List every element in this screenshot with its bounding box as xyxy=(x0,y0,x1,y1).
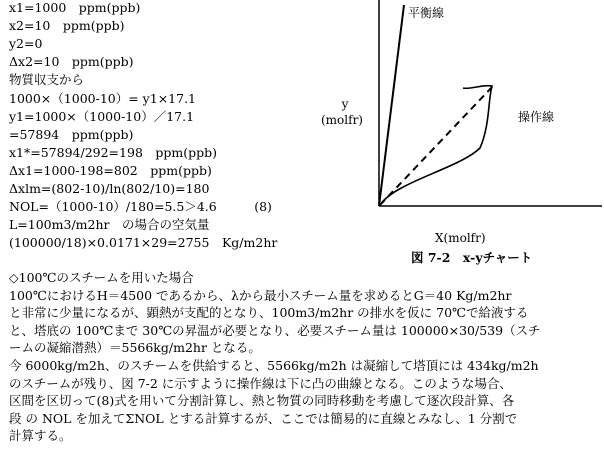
x-axis-label: X(molfr) xyxy=(435,231,486,245)
paragraph-line: のスチームが残り、図 7-2 に示すように操作線は下に凸の曲線となる。このような場合、 xyxy=(9,375,512,391)
equation-line: 物質収支から xyxy=(9,72,85,87)
equation-line: =57894 ppm(ppb) xyxy=(9,127,134,142)
equation-line: NOL=（1000-10）/180=5.5＞4.6 (8) xyxy=(9,199,272,214)
equation-line: y1=1000×（1000-10）／17.1 xyxy=(9,109,195,124)
paragraph-line: と、塔底の 100℃まで 30℃の昇温が必要となり、必要スチーム量は 100000×30/539（スチ xyxy=(9,322,541,338)
equation-line: 1000×（1000-10）= y1×17.1 xyxy=(9,91,196,106)
equation-line: x1=1000 ppm(ppb) xyxy=(9,0,141,15)
equation-line: Δx2=10 ppm(ppb) xyxy=(9,54,134,69)
equation-line: y2=0 xyxy=(9,36,43,51)
equilibrium-line-label: 平衡線 xyxy=(408,6,445,20)
body-text xyxy=(9,269,595,445)
equilibrium-line xyxy=(379,5,404,206)
paragraph-line: ームの凝縮潜熱）＝5566kg/m2hr となる。 xyxy=(9,340,261,356)
paragraph-line: 計算する。 xyxy=(9,428,72,444)
equation-line: x2=10 ppm(ppb) xyxy=(9,18,125,33)
equation-line: (100000/18)×0.0171×29=2755 Kg/m2hr xyxy=(9,235,278,250)
y-axis-unit: (molfr) xyxy=(321,113,363,127)
paragraph-line: と非常に少量になるが、顕熱が支配的となり、100m3/m2hr の排水を仮に 70℃で給液する xyxy=(9,305,529,321)
y-axis-label: y xyxy=(341,97,349,111)
figure-caption: 図 7-2 x-yチャート xyxy=(411,250,533,265)
paragraph-line: 100℃におけるH＝4500 であるから、λから最小スチーム量を求めるとG＝40 Kg/m2hr xyxy=(9,287,512,303)
equation-line: Δxlm=(802-10)/ln(802/10)=180 xyxy=(9,181,210,196)
equation-line: Δx1=1000-198=802 ppm(ppb) xyxy=(9,163,212,178)
diagonal-dashed-line xyxy=(380,86,493,205)
paragraph-line: 区間を区切って(8)式を用いて分割計算し、熱と物質の同時移動を考慮して逐次段計算、各 xyxy=(9,393,515,409)
paragraph-line: 今 6000kg/m2h、のスチームを供給すると、5566kg/m2h は凝縮して塔頂には 434kg/m2h xyxy=(9,357,539,373)
paragraph-line: ◇100℃のスチームを用いた場合 xyxy=(9,270,194,285)
equation-line: L=100m3/m2hr の場合の空気量 xyxy=(9,217,210,232)
paragraph-line: 段 の NOL を加えてΣNOL とする計算するが、ここでは簡易的に直線とみなし、1 分割で xyxy=(9,410,518,426)
equation-line: x1*=57894/292=198 ppm(ppb) xyxy=(9,145,218,160)
operating-line-label: 操作線 xyxy=(518,110,555,124)
